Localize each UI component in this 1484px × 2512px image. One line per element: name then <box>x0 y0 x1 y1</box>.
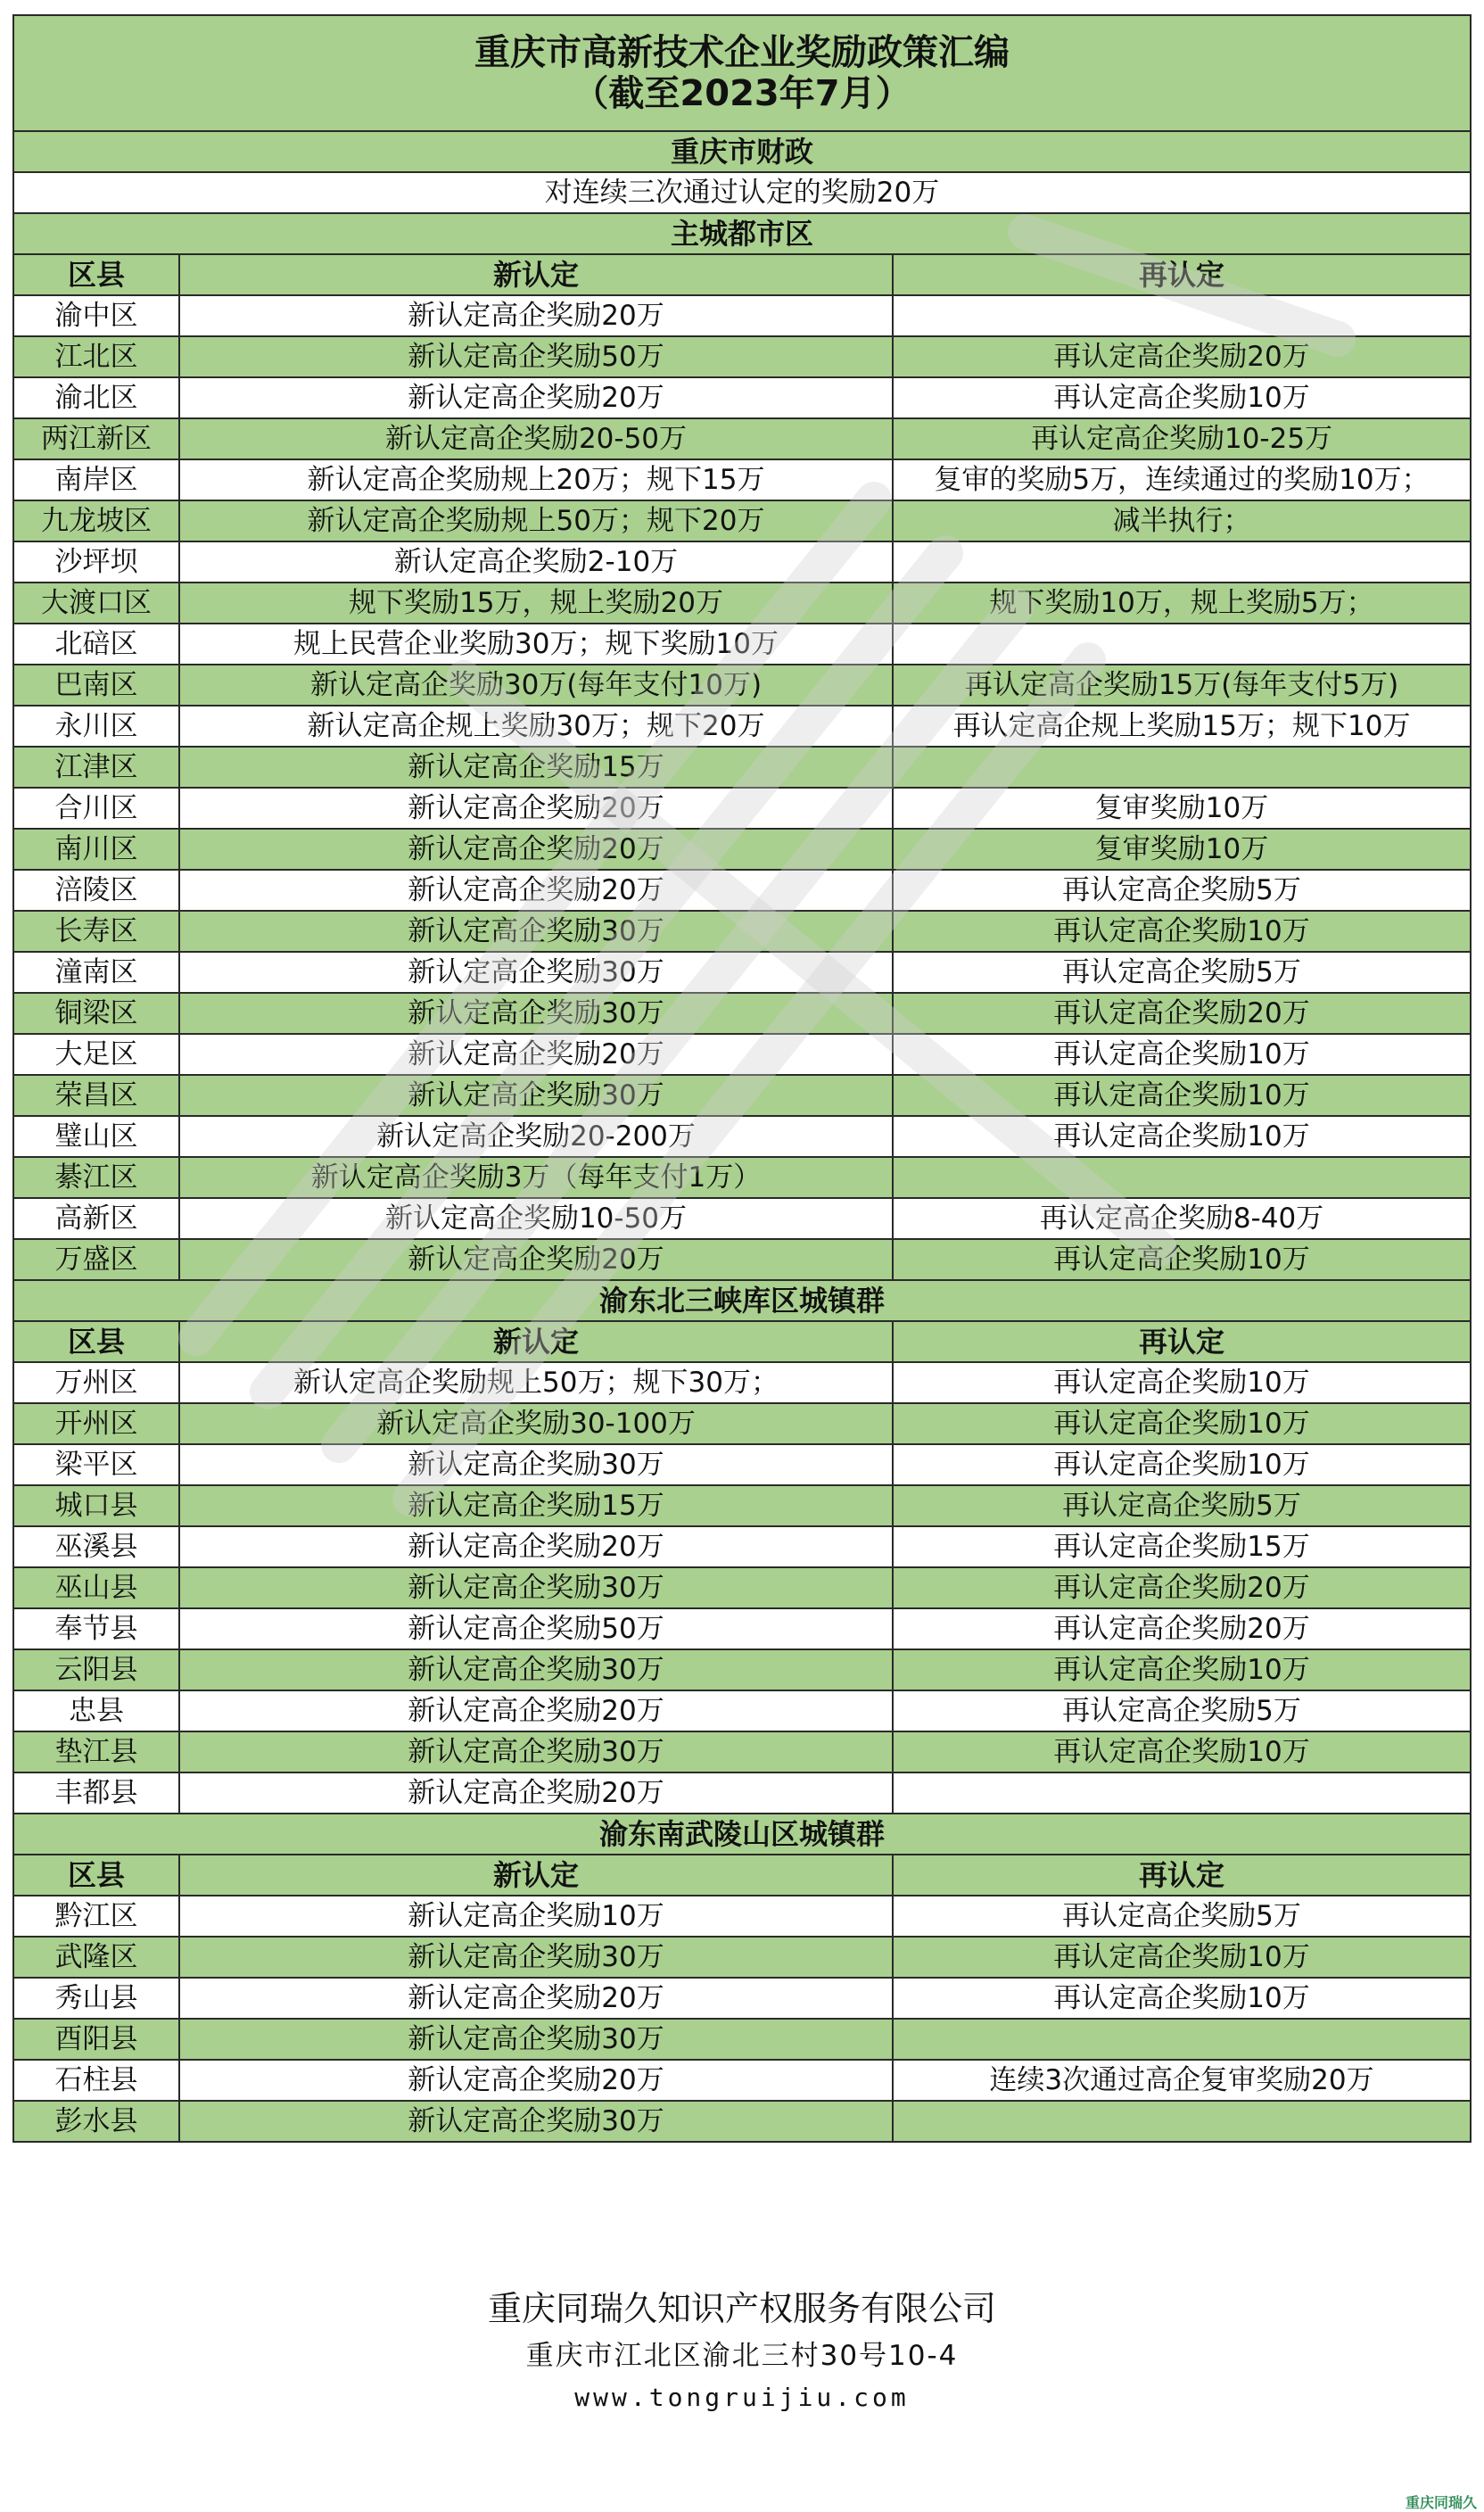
renew-cell: 再认定高企奖励20万 <box>893 1608 1471 1649</box>
renew-cell: 再认定高企奖励15万(每年支付5万) <box>893 665 1471 706</box>
renew-cell: 复审奖励10万 <box>893 788 1471 829</box>
new-cell: 新认定高企奖励30万 <box>179 1937 893 1978</box>
column-header-district: 区县 <box>13 254 179 295</box>
new-cell: 新认定高企奖励20万 <box>179 1772 893 1814</box>
renew-cell: 再认定高企奖励20万 <box>893 336 1471 377</box>
district-cell: 璧山区 <box>13 1116 179 1157</box>
district-cell: 合川区 <box>13 788 179 829</box>
column-header-renew: 再认定 <box>893 1855 1471 1896</box>
title-row <box>13 15 1471 131</box>
column-header-row <box>13 1855 1471 1896</box>
district-cell: 铜梁区 <box>13 993 179 1034</box>
renew-cell: 再认定高企奖励10万 <box>893 1937 1471 1978</box>
table-row <box>13 1649 1471 1690</box>
renew-cell: 再认定高企奖励10万 <box>893 1034 1471 1075</box>
table-row <box>13 500 1471 541</box>
new-cell: 新认定高企奖励20万 <box>179 1526 893 1567</box>
district-cell: 九龙坡区 <box>13 500 179 541</box>
renew-cell: 再认定高企奖励20万 <box>893 1567 1471 1608</box>
district-cell: 綦江区 <box>13 1157 179 1198</box>
new-cell: 新认定高企奖励3万（每年支付1万） <box>179 1157 893 1198</box>
district-cell: 江北区 <box>13 336 179 377</box>
renew-cell <box>893 295 1471 336</box>
new-cell: 规下奖励15万，规上奖励20万 <box>179 583 893 624</box>
new-cell: 新认定高企奖励20万 <box>179 2060 893 2101</box>
district-cell: 大渡口区 <box>13 583 179 624</box>
district-cell: 云阳县 <box>13 1649 179 1690</box>
renew-cell: 再认定高企规上奖励15万；规下10万 <box>893 706 1471 747</box>
company-name: 重庆同瑞久知识产权服务有限公司 <box>487 2289 996 2328</box>
table-row <box>13 1690 1471 1731</box>
district-cell: 万盛区 <box>13 1239 179 1280</box>
column-header-district: 区县 <box>13 1321 179 1362</box>
table-row <box>13 706 1471 747</box>
finance-text-row <box>13 172 1471 213</box>
renew-cell: 再认定高企奖励10万 <box>893 1731 1471 1772</box>
district-cell: 北碚区 <box>13 624 179 665</box>
title-line2: （截至2023年7月） <box>573 73 911 114</box>
new-cell: 新认定高企奖励30万 <box>179 1649 893 1690</box>
renew-cell <box>893 624 1471 665</box>
new-cell: 新认定高企奖励20万 <box>179 870 893 911</box>
new-cell: 新认定高企奖励15万 <box>179 1485 893 1526</box>
district-cell: 丰都县 <box>13 1772 179 1814</box>
table-row <box>13 1978 1471 2019</box>
column-header-renew: 再认定 <box>893 254 1471 295</box>
policy-sheet <box>12 14 1470 2143</box>
new-cell: 新认定高企奖励10-50万 <box>179 1198 893 1239</box>
table-row <box>13 1075 1471 1116</box>
section-heading-row <box>13 1814 1471 1855</box>
renew-cell: 复审奖励10万 <box>893 829 1471 870</box>
renew-cell <box>893 1157 1471 1198</box>
table-row <box>13 1937 1471 1978</box>
district-cell: 开州区 <box>13 1403 179 1444</box>
district-cell: 奉节县 <box>13 1608 179 1649</box>
table-row <box>13 295 1471 336</box>
table-row <box>13 1731 1471 1772</box>
district-cell: 长寿区 <box>13 911 179 952</box>
table-row <box>13 870 1471 911</box>
district-cell: 酉阳县 <box>13 2019 179 2060</box>
district-cell: 忠县 <box>13 1690 179 1731</box>
renew-cell: 再认定高企奖励10万 <box>893 1362 1471 1403</box>
renew-cell <box>893 541 1471 583</box>
district-cell: 渝北区 <box>13 377 179 418</box>
new-cell: 新认定高企奖励30万 <box>179 2019 893 2060</box>
new-cell: 新认定高企奖励20万 <box>179 1978 893 2019</box>
new-cell: 新认定高企奖励30万 <box>179 952 893 993</box>
title-line1: 重庆市高新技术企业奖励政策汇编 <box>474 32 1010 73</box>
table-row <box>13 624 1471 665</box>
new-cell: 新认定高企奖励30万 <box>179 1567 893 1608</box>
renew-cell: 再认定高企奖励10万 <box>893 1444 1471 1485</box>
new-cell: 新认定高企奖励15万 <box>179 747 893 788</box>
table-row <box>13 1198 1471 1239</box>
renew-cell: 再认定高企奖励10万 <box>893 1239 1471 1280</box>
section-heading-row <box>13 213 1471 254</box>
renew-cell: 减半执行； <box>893 500 1471 541</box>
district-cell: 黔江区 <box>13 1896 179 1937</box>
new-cell: 新认定高企规上奖励30万；规下20万 <box>179 706 893 747</box>
district-cell: 石柱县 <box>13 2060 179 2101</box>
renew-cell: 规下奖励10万，规上奖励5万； <box>893 583 1471 624</box>
new-cell: 新认定高企奖励2-10万 <box>179 541 893 583</box>
page-title <box>13 15 1471 131</box>
renew-cell: 再认定高企奖励10万 <box>893 1116 1471 1157</box>
table-row <box>13 418 1471 459</box>
renew-cell: 复审的奖励5万，连续通过的奖励10万； <box>893 459 1471 500</box>
new-cell: 新认定高企奖励30万 <box>179 911 893 952</box>
table-row <box>13 459 1471 500</box>
renew-cell: 再认定高企奖励15万 <box>893 1526 1471 1567</box>
district-cell: 涪陵区 <box>13 870 179 911</box>
new-cell: 规上民营企业奖励30万；规下奖励10万 <box>179 624 893 665</box>
renew-cell: 再认定高企奖励5万 <box>893 1896 1471 1937</box>
table-row <box>13 1034 1471 1075</box>
district-cell: 渝中区 <box>13 295 179 336</box>
district-cell: 城口县 <box>13 1485 179 1526</box>
district-cell: 江津区 <box>13 747 179 788</box>
district-cell: 彭水县 <box>13 2101 179 2142</box>
district-cell: 梁平区 <box>13 1444 179 1485</box>
new-cell: 新认定高企奖励20-50万 <box>179 418 893 459</box>
table-row <box>13 583 1471 624</box>
renew-cell <box>893 747 1471 788</box>
new-cell: 新认定高企奖励20万 <box>179 1239 893 1280</box>
table-row <box>13 1403 1471 1444</box>
finance-text: 对连续三次通过认定的奖励20万 <box>13 172 1471 213</box>
new-cell: 新认定高企奖励20万 <box>179 1034 893 1075</box>
policy-table-body <box>13 15 1471 2142</box>
column-header-row <box>13 1321 1471 1362</box>
table-row <box>13 952 1471 993</box>
table-row <box>13 993 1471 1034</box>
renew-cell: 再认定高企奖励5万 <box>893 952 1471 993</box>
table-row <box>13 911 1471 952</box>
new-cell: 新认定高企奖励30-100万 <box>179 1403 893 1444</box>
company-website: www.tongruijiu.com <box>574 2383 910 2412</box>
renew-cell: 再认定高企奖励10万 <box>893 1403 1471 1444</box>
new-cell: 新认定高企奖励10万 <box>179 1896 893 1937</box>
new-cell: 新认定高企奖励规上50万；规下30万； <box>179 1362 893 1403</box>
column-header-new: 新认定 <box>179 1321 893 1362</box>
district-cell: 大足区 <box>13 1034 179 1075</box>
district-cell: 武隆区 <box>13 1937 179 1978</box>
renew-cell: 再认定高企奖励8-40万 <box>893 1198 1471 1239</box>
column-header-new: 新认定 <box>179 1855 893 1896</box>
renew-cell: 再认定高企奖励5万 <box>893 870 1471 911</box>
district-cell: 荣昌区 <box>13 1075 179 1116</box>
table-row <box>13 829 1471 870</box>
table-row <box>13 1896 1471 1937</box>
section-heading: 渝东南武陵山区城镇群 <box>13 1814 1471 1855</box>
renew-cell: 再认定高企奖励10万 <box>893 377 1471 418</box>
new-cell: 新认定高企奖励50万 <box>179 1608 893 1649</box>
district-cell: 南川区 <box>13 829 179 870</box>
renew-cell: 再认定高企奖励20万 <box>893 993 1471 1034</box>
renew-cell: 再认定高企奖励10-25万 <box>893 418 1471 459</box>
district-cell: 南岸区 <box>13 459 179 500</box>
new-cell: 新认定高企奖励20万 <box>179 377 893 418</box>
finance-heading: 重庆市财政 <box>13 131 1471 172</box>
new-cell: 新认定高企奖励30万 <box>179 1444 893 1485</box>
renew-cell: 再认定高企奖励10万 <box>893 1978 1471 2019</box>
table-row <box>13 2019 1471 2060</box>
new-cell: 新认定高企奖励50万 <box>179 336 893 377</box>
district-cell: 巫山县 <box>13 1567 179 1608</box>
table-row <box>13 1362 1471 1403</box>
new-cell: 新认定高企奖励30万(每年支付10万) <box>179 665 893 706</box>
table-row <box>13 747 1471 788</box>
new-cell: 新认定高企奖励20万 <box>179 788 893 829</box>
table-row <box>13 541 1471 583</box>
new-cell: 新认定高企奖励30万 <box>179 2101 893 2142</box>
column-header-new: 新认定 <box>179 254 893 295</box>
new-cell: 新认定高企奖励20万 <box>179 1690 893 1731</box>
section-heading: 渝东北三峡库区城镇群 <box>13 1280 1471 1321</box>
renew-cell <box>893 2019 1471 2060</box>
table-row <box>13 1567 1471 1608</box>
new-cell: 新认定高企奖励规上20万；规下15万 <box>179 459 893 500</box>
renew-cell <box>893 2101 1471 2142</box>
table-row <box>13 377 1471 418</box>
table-row <box>13 1608 1471 1649</box>
policy-table <box>12 14 1472 2143</box>
column-header-row <box>13 254 1471 295</box>
district-cell: 巫溪县 <box>13 1526 179 1567</box>
table-row <box>13 788 1471 829</box>
renew-cell <box>893 1772 1471 1814</box>
new-cell: 新认定高企奖励20万 <box>179 829 893 870</box>
table-row <box>13 2060 1471 2101</box>
new-cell: 新认定高企奖励20万 <box>179 295 893 336</box>
table-row <box>13 1239 1471 1280</box>
district-cell: 高新区 <box>13 1198 179 1239</box>
table-row <box>13 336 1471 377</box>
district-cell: 永川区 <box>13 706 179 747</box>
section-heading: 主城都市区 <box>13 213 1471 254</box>
column-header-renew: 再认定 <box>893 1321 1471 1362</box>
watermark-badge: 重庆同瑞久 <box>1405 2494 1477 2511</box>
footer <box>0 2284 1484 2417</box>
table-row <box>13 1526 1471 1567</box>
renew-cell: 再认定高企奖励5万 <box>893 1690 1471 1731</box>
table-row <box>13 2101 1471 2142</box>
new-cell: 新认定高企奖励规上50万；规下20万 <box>179 500 893 541</box>
district-cell: 万州区 <box>13 1362 179 1403</box>
table-row <box>13 1772 1471 1814</box>
district-cell: 巴南区 <box>13 665 179 706</box>
renew-cell: 再认定高企奖励10万 <box>893 1075 1471 1116</box>
new-cell: 新认定高企奖励20-200万 <box>179 1116 893 1157</box>
district-cell: 秀山县 <box>13 1978 179 2019</box>
new-cell: 新认定高企奖励30万 <box>179 1075 893 1116</box>
district-cell: 两江新区 <box>13 418 179 459</box>
table-row <box>13 1157 1471 1198</box>
table-row <box>13 665 1471 706</box>
district-cell: 沙坪坝 <box>13 541 179 583</box>
table-row <box>13 1116 1471 1157</box>
company-address: 重庆市江北区渝北三村30号10-4 <box>525 2340 959 2372</box>
renew-cell: 再认定高企奖励10万 <box>893 911 1471 952</box>
renew-cell: 连续3次通过高企复审奖励20万 <box>893 2060 1471 2101</box>
table-row <box>13 1444 1471 1485</box>
district-cell: 潼南区 <box>13 952 179 993</box>
column-header-district: 区县 <box>13 1855 179 1896</box>
finance-heading-row <box>13 131 1471 172</box>
table-row <box>13 1485 1471 1526</box>
new-cell: 新认定高企奖励30万 <box>179 1731 893 1772</box>
renew-cell: 再认定高企奖励10万 <box>893 1649 1471 1690</box>
new-cell: 新认定高企奖励30万 <box>179 993 893 1034</box>
district-cell: 垫江县 <box>13 1731 179 1772</box>
renew-cell: 再认定高企奖励5万 <box>893 1485 1471 1526</box>
section-heading-row <box>13 1280 1471 1321</box>
